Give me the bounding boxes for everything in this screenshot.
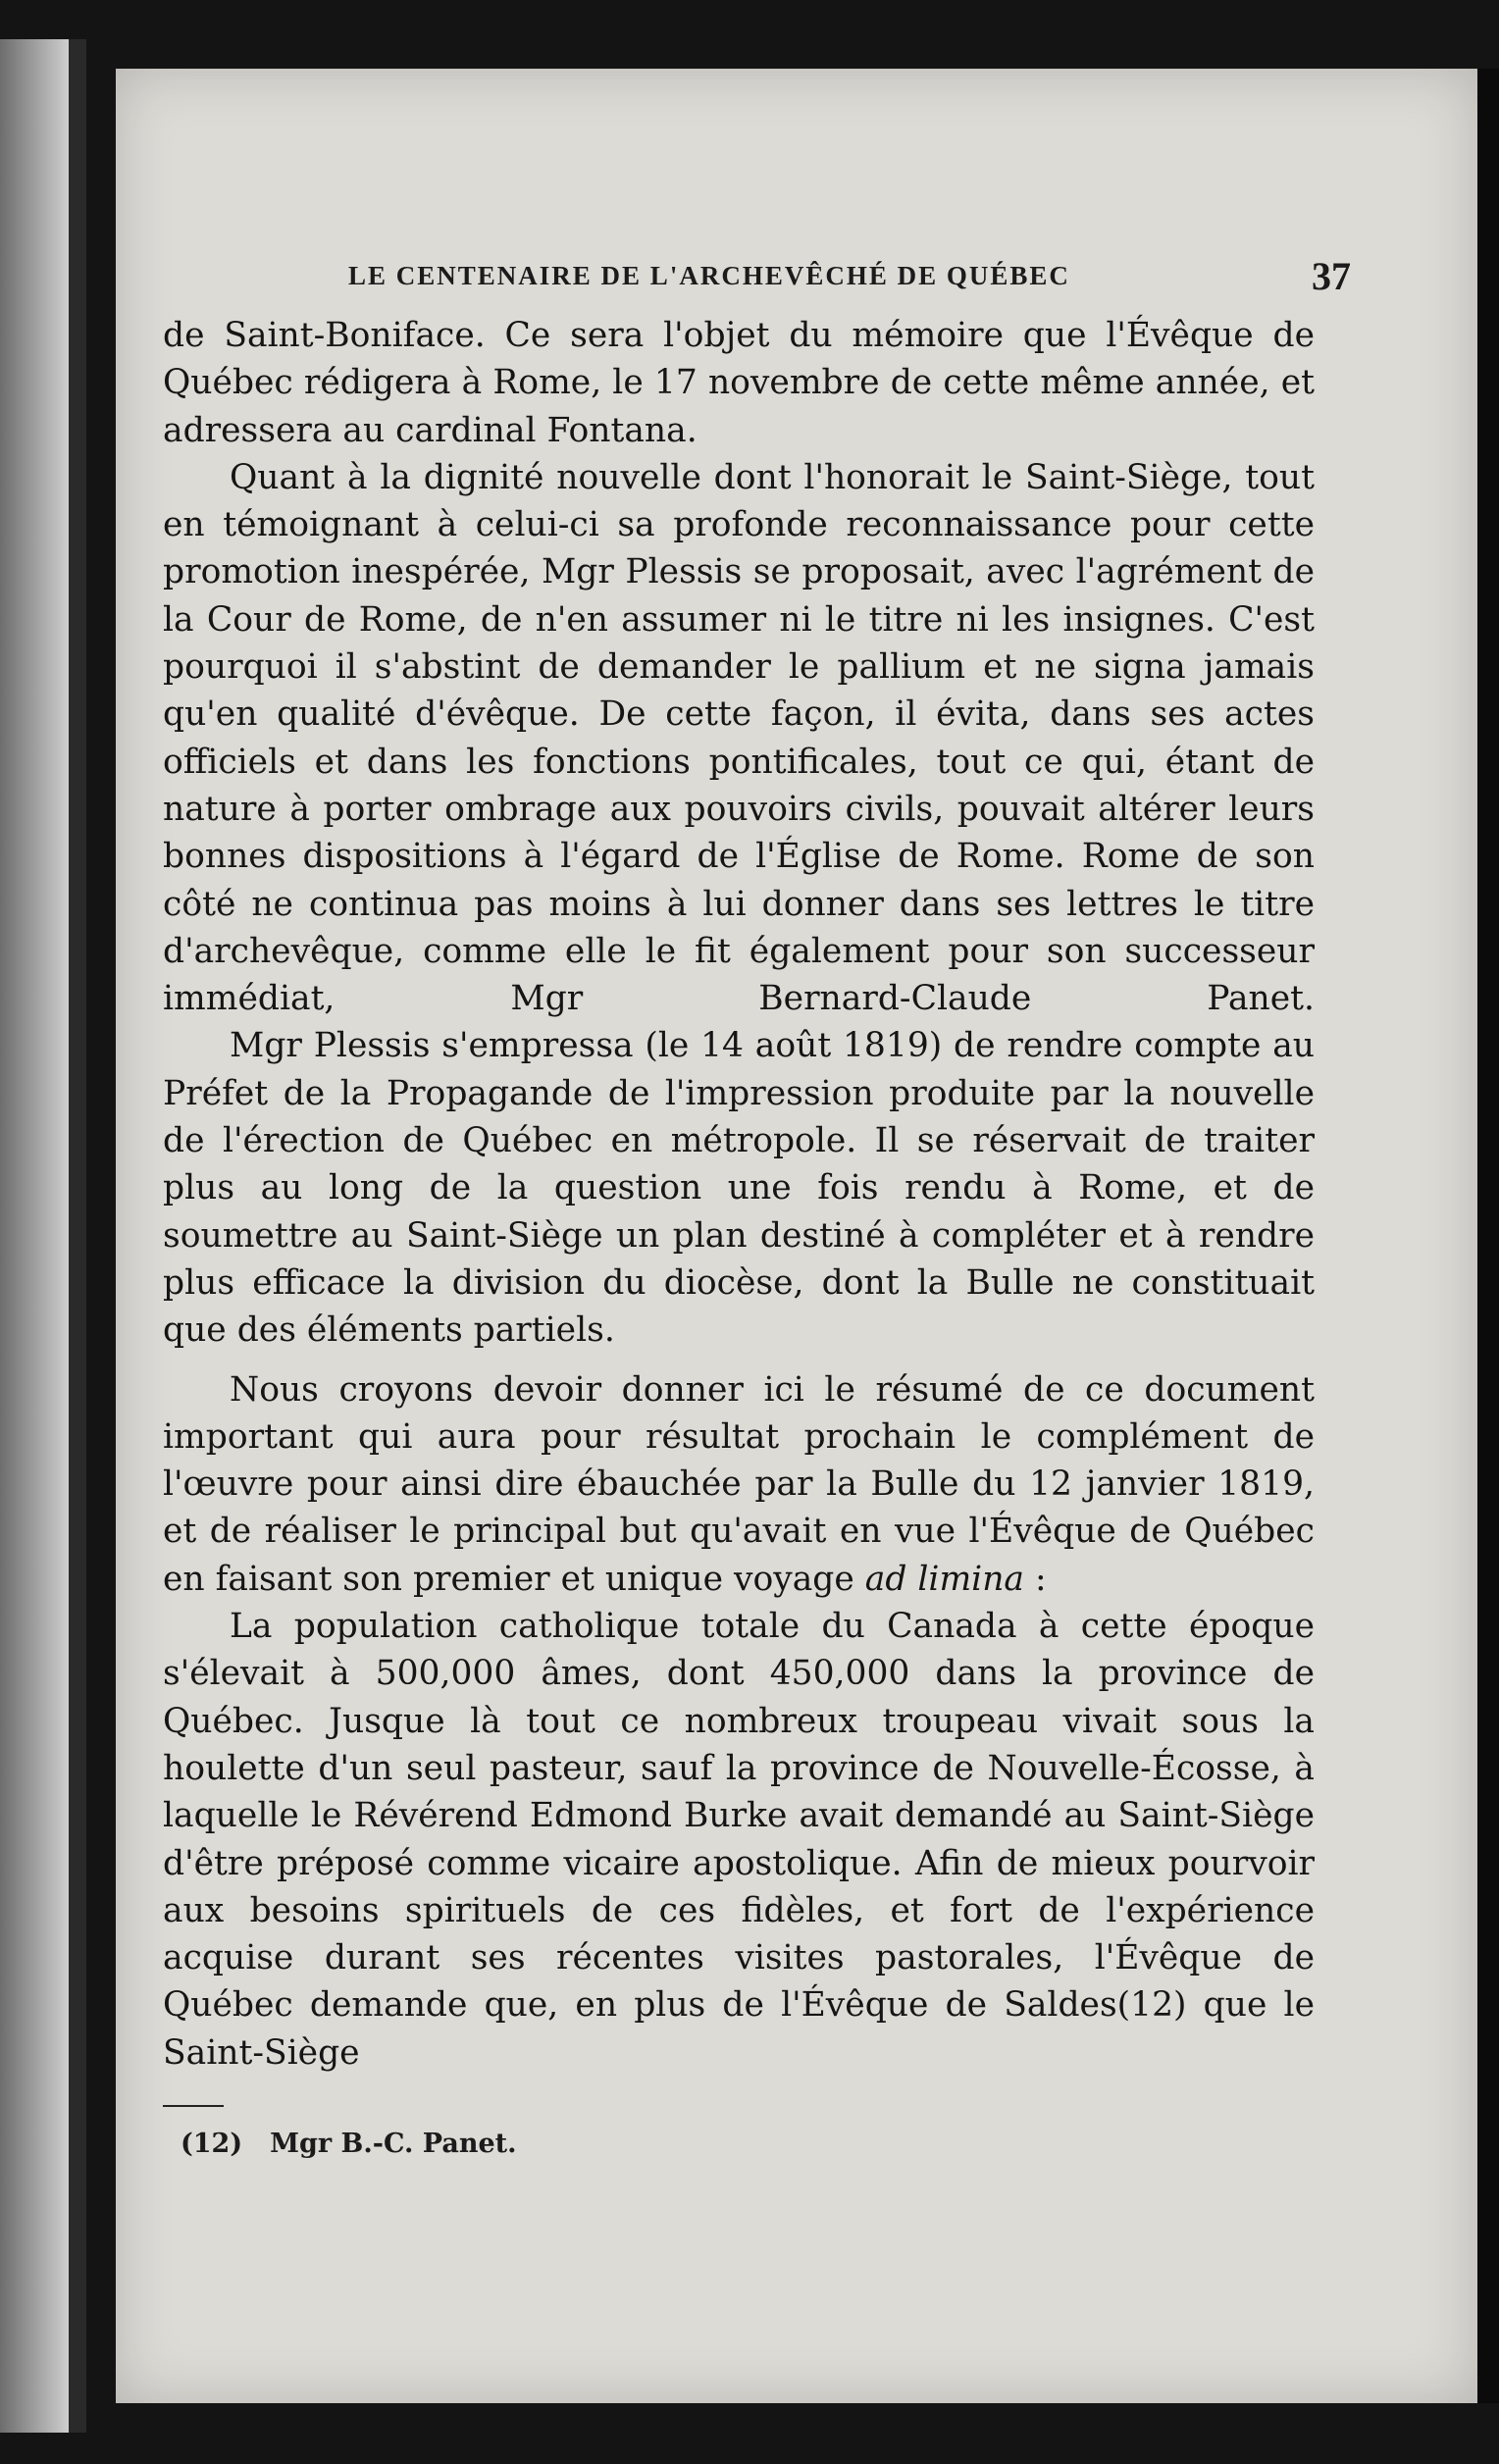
footnote [181, 2129, 517, 2159]
footnote-number: (12) [181, 2129, 243, 2159]
page-header [231, 253, 1369, 300]
paragraph-5: La population catholique totale du Canada à cette époque s'élevait à 500,000 âmes, dont 450,000 dans la province de Québec. Jusque là tout ce nombreux troupeau vivait sous la houlette d'un seul pasteur, sauf la province de Nouvelle-Écosse, à laquelle le Révérend Edmond Burke avait demandé au Saint-Siège d'être préposé comme vicaire apostolique. Afin de mieux pourvoir aux besoins spirituels de ces fidèles, et fort de l'expérience acquise durant ses récentes visites pastorales, l'Évêque de Québec demande que, en plus de l'Évêque de Saldes(12) que le Saint-Siège [163, 1607, 1315, 2073]
paragraph-1: de Saint-Boniface. Ce sera l'objet du mémoire que l'Évêque de Québec rédigera à Rome, le 17 novembre de cette même année, et adressera au cardinal Fontana. [163, 316, 1315, 450]
adjacent-page-edge [0, 39, 86, 2433]
italic-suffix: : [1024, 1559, 1047, 1599]
italic-phrase: ad limina [864, 1559, 1025, 1599]
paragraph-4 [163, 1366, 1315, 1603]
paragraph-3: Mgr Plessis s'empressa (le 14 août 1819) de rendre compte au Préfet de la Propagande de l'impression produite par la nouvelle de l'érection de Québec en métropole. Il se réservait de traiter plus au long de la question une fois rendu à Rome, et de soumettre au Saint-Siège un plan destiné à compléter et à rendre plus efficace la division du diocèse, dont la Bulle ne constituait que des éléments partiels. [163, 1026, 1315, 1351]
page-number: 37 [1312, 254, 1351, 298]
running-head: LE CENTENAIRE DE L'ARCHEVÊCHÉ DE QUÉBEC [348, 261, 1070, 290]
page-shadow-bar [1477, 69, 1499, 2403]
footnote-text: Mgr B.-C. Panet. [270, 2129, 517, 2159]
footnote-rule [163, 2105, 224, 2107]
paragraph-4-text: Nous croyons devoir donner ici le résumé de ce document important qui aura pour résultat prochain le complément de l'œuvre pour ainsi dire ébauchée par la Bulle du 12 janvier 1819, et de réaliser le principal but qu'avait en vue l'Évêque de Québec en faisant son premier et unique voyage [163, 1369, 1315, 1599]
paragraph-2: Quant à la dignité nouvelle dont l'honorait le Saint-Siège, tout en témoignant à celui-ci sa profonde reconnaissance pour cette promotion inespérée, Mgr Plessis se proposait, avec l'agrément de la Cour de Rome, de n'en assumer ni le titre ni les insignes. C'est pourquoi il s'abstint de demander le pallium et ne signa jamais qu'en qualité d'évêque. De cette façon, il évita, dans ses actes officiels et dans les fonctions pontificales, tout ce qui, étant de nature à porter ombrage aux pouvoirs civils, pouvait altérer leurs bonnes dispositions à l'égard de l'Église de Rome. Rome de son côté ne continua pas moins à lui donner dans ses lettres le titre d'archevêque, comme elle le fit également pour son successeur immédiat, Mgr Bernard-Claude Panet. [163, 457, 1315, 1019]
body-text [163, 312, 1315, 2077]
